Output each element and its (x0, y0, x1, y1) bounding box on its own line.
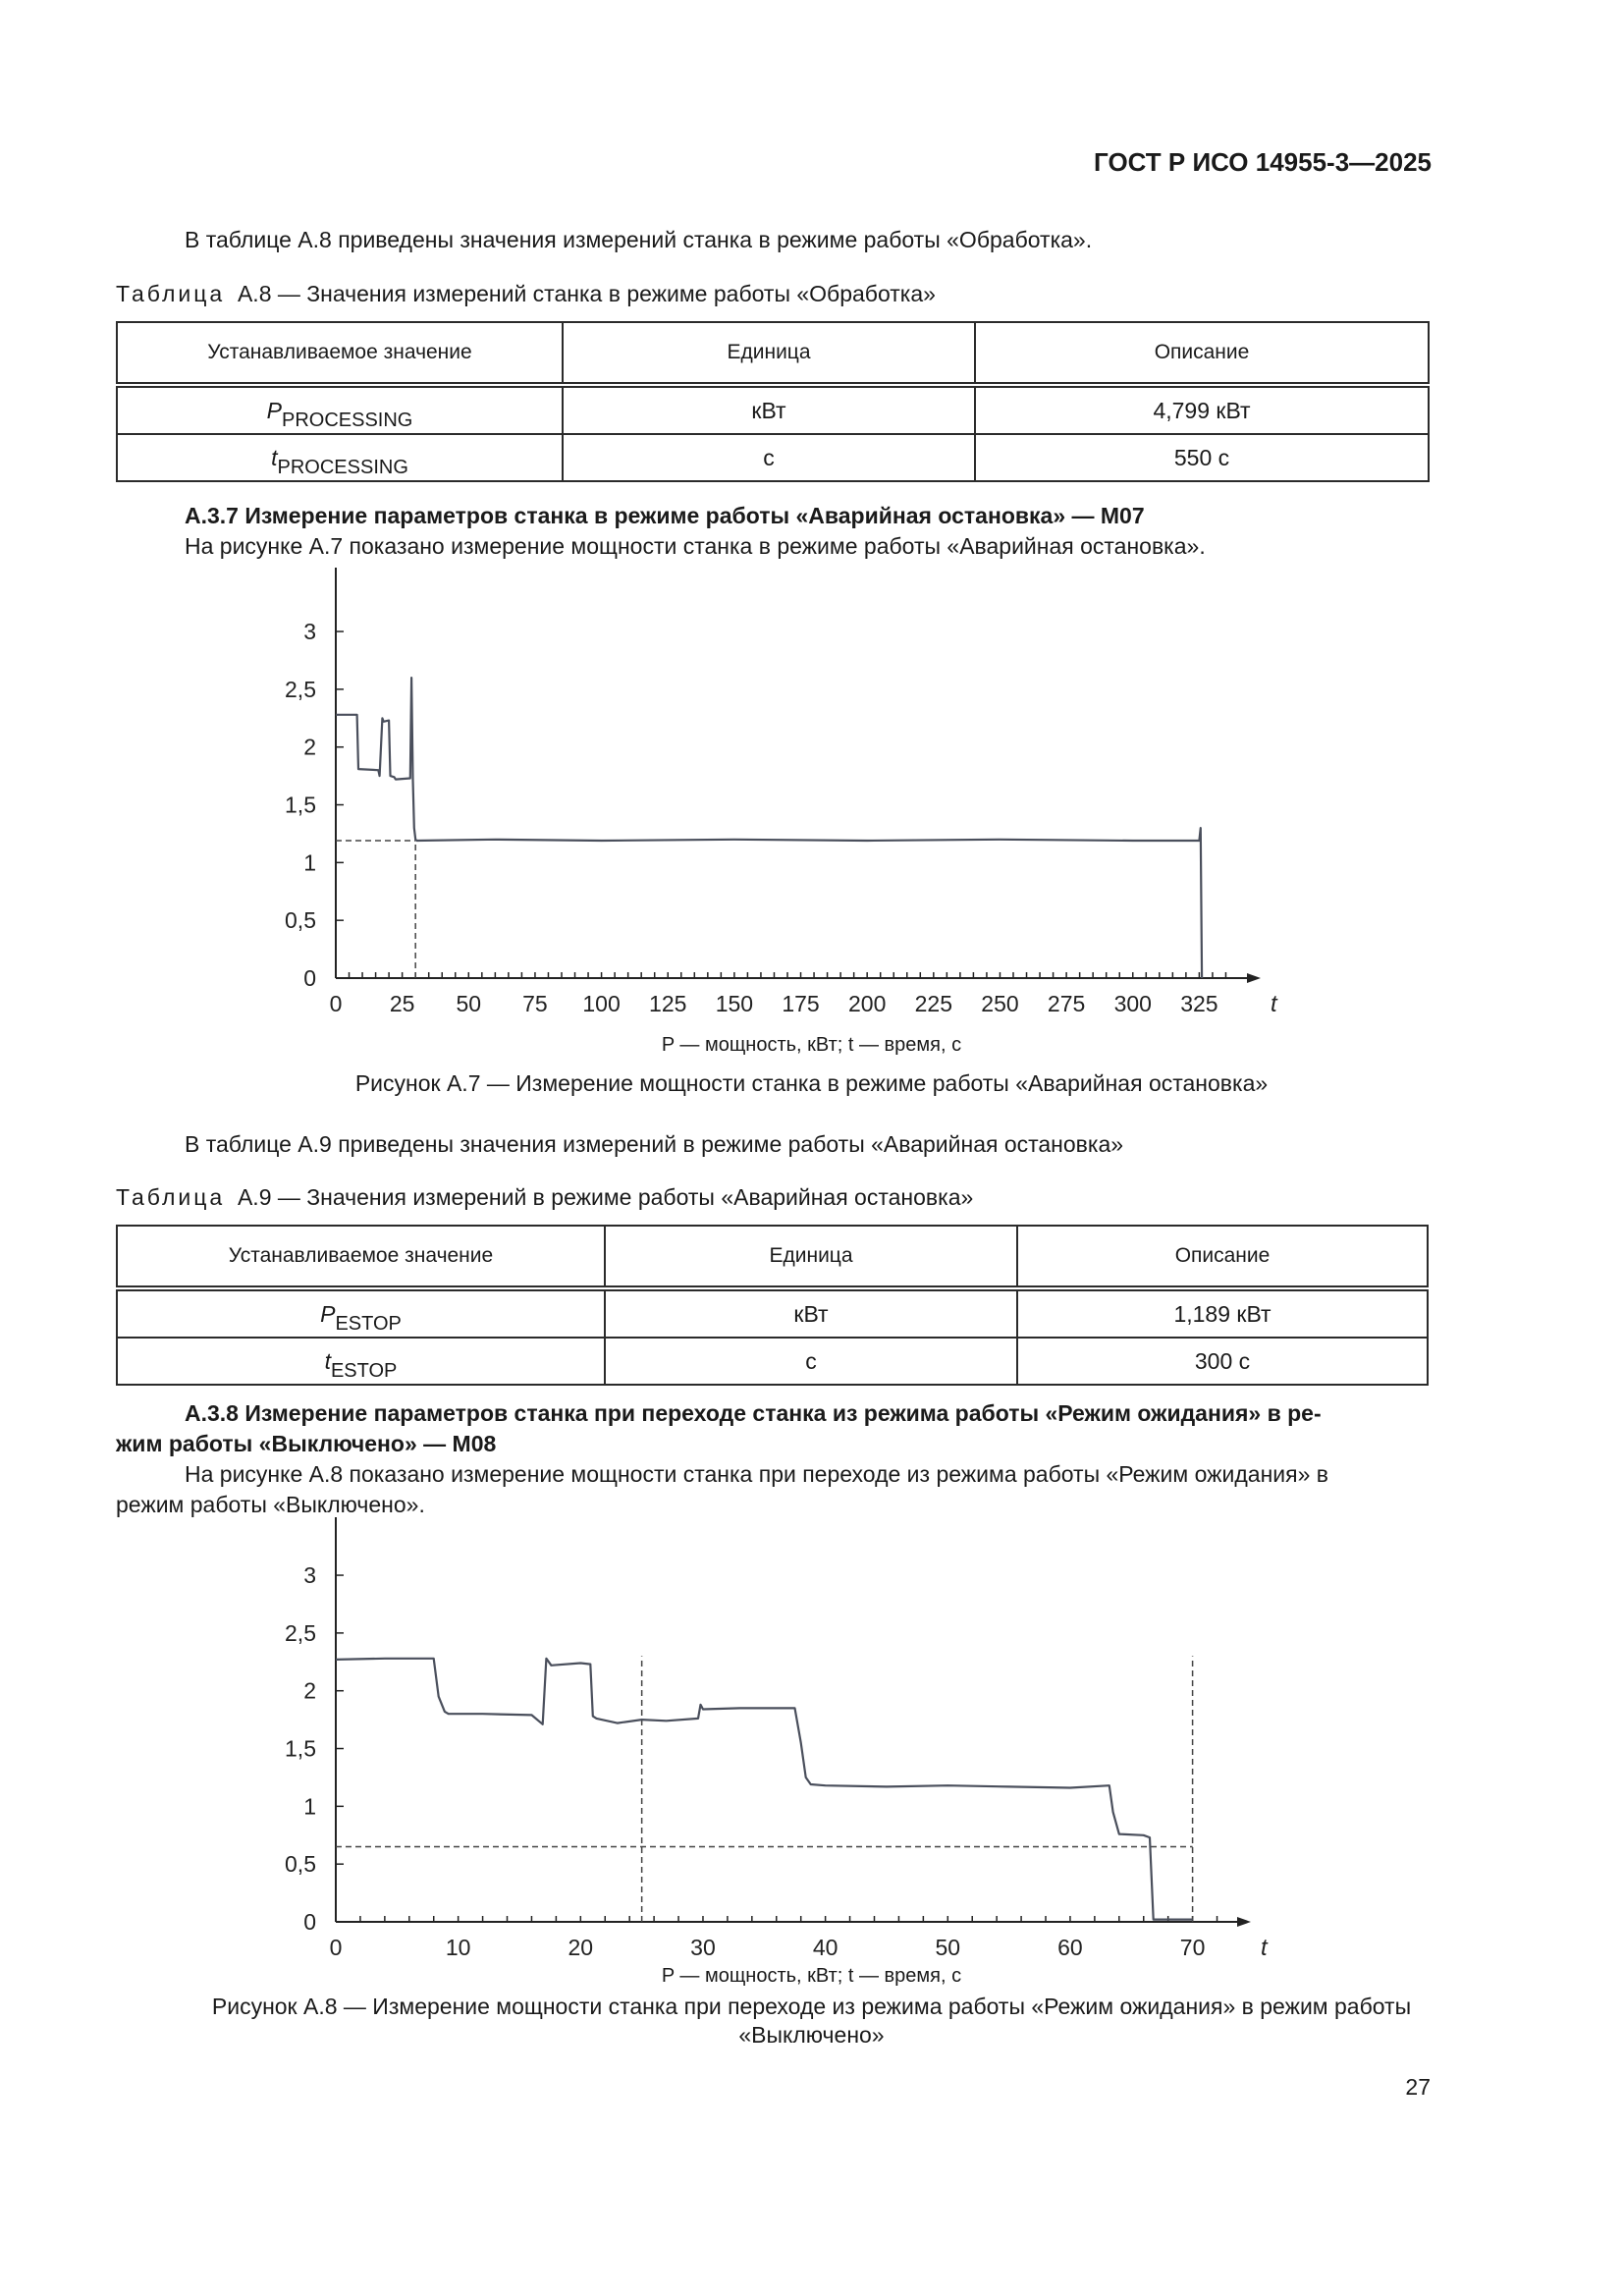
header-cell: Единица (605, 1226, 1017, 1288)
intro-table-a9: В таблице А.9 приведены значения измерений в режиме работы «Аварийная остановка» (185, 1131, 1124, 1157)
y-tick-label: 0,5 (285, 907, 316, 934)
x-tick-label: 175 (782, 991, 820, 1016)
header-cell: Описание (975, 322, 1429, 385)
page-number: 27 (1405, 2074, 1431, 2100)
x-tick-label: 200 (847, 991, 887, 1016)
y-tick-label: 1 (303, 1793, 316, 1820)
x-tick-label: 75 (522, 991, 548, 1016)
table-a9 (116, 1225, 1429, 1386)
section-a38-heading-cont: жим работы «Выключено» — М08 (116, 1431, 497, 1456)
table-row (117, 385, 1429, 434)
table-caption-text: А.8 — Значения измерений станка в режиме работы «Обработка» (237, 281, 936, 306)
x-tick-label: 50 (456, 991, 482, 1016)
x-axis-label: t (1271, 991, 1277, 1017)
x-tick-label: 50 (935, 1935, 961, 1960)
description-cell: 4,799 кВт (975, 385, 1429, 434)
x-tick-label: 225 (914, 991, 953, 1016)
unit-cell: кВт (605, 1288, 1017, 1338)
x-tick-label: 20 (568, 1935, 594, 1960)
header-cell: Описание (1017, 1226, 1428, 1288)
x-axis-arrow (1237, 1917, 1251, 1927)
header-cell: Устанавливаемое значение (117, 1226, 605, 1288)
series-line (336, 1659, 1193, 1920)
x-axis-label: t (1261, 1935, 1268, 1961)
table-a8 (116, 321, 1430, 482)
table-a8-caption (116, 279, 936, 309)
description-cell: 1,189 кВт (1017, 1288, 1428, 1338)
figure-a8-caption-cont: «Выключено» (738, 2022, 885, 2048)
x-tick-label: 0 (329, 991, 343, 1016)
header-cell: Устанавливаемое значение (117, 322, 563, 385)
y-tick-label: 0,5 (285, 1851, 316, 1878)
table-row (117, 1338, 1428, 1385)
section-a37-text: На рисунке А.7 показано измерение мощности станка в режиме работы «Аварийная остановка». (185, 533, 1206, 559)
figure-a7-chart (265, 568, 1286, 1019)
table-row (117, 434, 1429, 481)
description-cell: 300 с (1017, 1338, 1428, 1385)
x-tick-label: 10 (445, 1935, 471, 1960)
y-tick-label: 0 (303, 965, 316, 991)
table-row (117, 1288, 1428, 1338)
header-cell: Единица (563, 322, 975, 385)
x-tick-label: 60 (1057, 1935, 1083, 1960)
series-line (336, 678, 1202, 978)
unit-cell: кВт (563, 385, 975, 434)
x-tick-label: 275 (1047, 991, 1086, 1016)
y-tick-label: 1 (303, 849, 316, 876)
x-tick-label: 70 (1179, 1935, 1206, 1960)
section-a38-heading: А.3.8 Измерение параметров станка при переходе станка из режима работы «Режим ожидания» в ре- (185, 1400, 1322, 1426)
figure-a7-legend: P — мощность, кВт; t — время, с (661, 1034, 962, 1056)
section-a37-heading: А.3.7 Измерение параметров станка в режиме работы «Аварийная остановка» — М07 (185, 503, 1145, 528)
x-tick-label: 300 (1113, 991, 1152, 1016)
y-tick-label: 2,5 (285, 1619, 316, 1646)
intro-table-a8: В таблице А.8 приведены значения измерений станка в режиме работы «Обработка». (185, 227, 1093, 252)
symbol-cell: PPROCESSING (117, 385, 563, 434)
y-tick-label: 1,5 (285, 1735, 316, 1762)
y-tick-label: 2,5 (285, 676, 316, 702)
y-tick-label: 2 (303, 734, 316, 760)
y-tick-label: 3 (303, 1562, 316, 1589)
x-tick-label: 25 (389, 991, 415, 1016)
table-a9-caption (116, 1182, 973, 1213)
symbol-cell: tPROCESSING (117, 434, 563, 481)
y-tick-label: 1,5 (285, 792, 316, 818)
y-tick-label: 3 (303, 619, 316, 645)
figure-a8-legend: P — мощность, кВт; t — время, с (661, 1965, 962, 1987)
table-word: Таблица (116, 281, 226, 306)
figure-a8-caption: Рисунок А.8 — Измерение мощности станка при переходе из режима работы «Режим ожидания» в режим работы (211, 1994, 1412, 2019)
section-a38-text-cont: режим работы «Выключено». (116, 1492, 425, 1517)
table-word: Таблица (116, 1184, 226, 1210)
table-caption-text: А.9 — Значения измерений в режиме работы «Аварийная остановка» (237, 1184, 974, 1210)
figure-a7-caption: Рисунок А.7 — Измерение мощности станка в режиме работы «Аварийная остановка» (354, 1070, 1269, 1096)
x-tick-label: 40 (812, 1935, 839, 1960)
x-tick-label: 250 (981, 991, 1019, 1016)
unit-cell: с (563, 434, 975, 481)
unit-cell: с (605, 1338, 1017, 1385)
figure-a8-chart (265, 1517, 1286, 1969)
x-tick-label: 150 (715, 991, 754, 1016)
description-cell: 550 с (975, 434, 1429, 481)
x-tick-label: 30 (690, 1935, 716, 1960)
x-tick-label: 325 (1180, 991, 1218, 1016)
x-axis-arrow (1247, 973, 1261, 983)
document-code: ГОСТ Р ИСО 14955-3—2025 (1094, 147, 1432, 177)
section-a38-text: На рисунке А.8 показано измерение мощности станка при переходе из режима работы «Режим ожидания» в (185, 1461, 1328, 1487)
symbol-cell: PESTOP (117, 1288, 605, 1338)
x-tick-label: 100 (582, 991, 621, 1016)
y-tick-label: 2 (303, 1677, 316, 1704)
y-tick-label: 0 (303, 1909, 316, 1935)
x-tick-label: 0 (329, 1935, 343, 1960)
symbol-cell: tESTOP (117, 1338, 605, 1385)
x-tick-label: 125 (649, 991, 687, 1016)
